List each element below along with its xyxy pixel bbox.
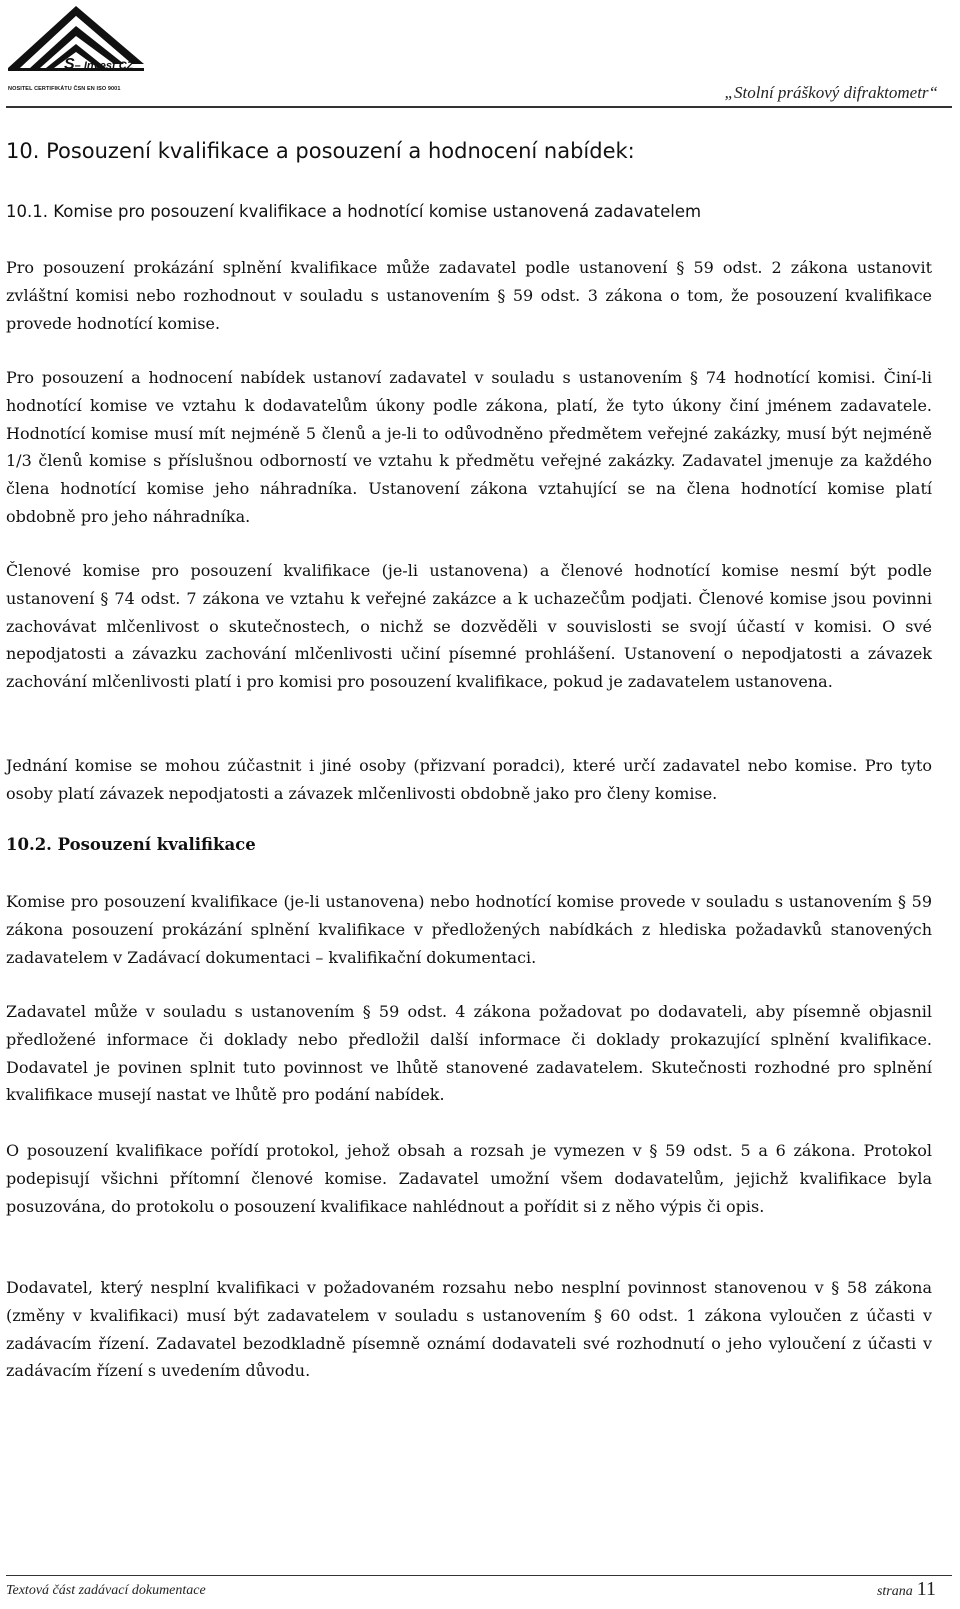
- paragraph-5: Komise pro posouzení kvalifikace (je-li ustanovena) nebo hodnotící komise provede v souladu s ustanovením § 59 zákona posouzení prokázání splnění kvalifikace v předložených nabídkách z hlediska požadavků stanovených zadavatelem v Zadávací dokumentaci – kvalifikační dokumentaci.: [6, 892, 932, 967]
- logo-brand: S– Invest CZ: [64, 56, 134, 73]
- paragraph-6: Zadavatel může v souladu s ustanovením § 59 odst. 4 zákona požadovat po dodavateli, aby písemně objasnil předložené informace či doklady nebo předložil další informace či doklady prokazující splnění kvalifikace. Dodavatel je povinen splnit tuto povinnost ve lhůtě stanovené zadavatelem. Skutečnosti rozhodné pro splnění kvalifikace musejí nastat ve lhůtě pro podání nabídek.: [6, 1002, 932, 1105]
- section-heading: 10. Posouzení kvalifikace a posouzení a hodnocení nabídek:: [6, 139, 635, 163]
- footer-document-name: Textová část zadávací dokumentace: [6, 1583, 206, 1598]
- header-divider: [6, 106, 952, 108]
- subsection-heading-10-1: 10.1. Komise pro posouzení kvalifikace a hodnotící komise ustanovená zadavatelem: [6, 202, 702, 221]
- paragraph-2: Pro posouzení a hodnocení nabídek ustanoví zadavatel v souladu s ustanovením § 74 hodnotící komisi. Činí-li hodnotící komise ve vztahu k dodavatelům úkony podle zákona, platí, že tyto úkony činí jménem zadavatele. Hodnotící komise musí mít nejméně 5 členů a je-li to odůvodněno předmětem veřejné zakázky, musí být nejméně 1/3 členů komise s příslušnou odborností ve vztahu k předmětu veřejné zakázky. Zadavatel jmenuje za každého člena hodnotící komise jeho náhradníka. Ustanovení zákona vztahující se na člena hodnotící komise platí obdobně pro jeho náhradníka.: [6, 368, 932, 526]
- subsection-heading-10-2: 10.2. Posouzení kvalifikace: [6, 835, 256, 854]
- paragraph-4: Jednání komise se mohou zúčastnit i jiné osoby (přizvaní poradci), které určí zadavatel nebo komise. Pro tyto osoby platí závazek nepodjatosti a závazek mlčenlivosti obdobně jako pro členy komise.: [6, 756, 932, 803]
- paragraph-8: Dodavatel, který nesplní kvalifikaci v požadovaném rozsahu nebo nesplní povinnost stanovenou v § 58 zákona (změny v kvalifikaci) musí být zadavatelem v souladu s ustanovením § 60 odst. 1 zákona vyloučen z účasti v zadávacím řízení. Zadavatel bezodkladně písemně oznámí dodavateli své rozhodnutí o jeho vyloučení z účasti v zadávacím řízení s uvedením důvodu.: [6, 1278, 932, 1381]
- footer-divider: [6, 1575, 952, 1576]
- company-logo: [6, 4, 146, 94]
- document-title: „Stolní práškový difraktometr“: [724, 83, 938, 102]
- paragraph-7: O posouzení kvalifikace pořídí protokol, jehož obsah a rozsah je vymezen v § 59 odst. 5 a 6 zákona. Protokol podepisují všichni přítomní členové komise. Zadavatel umožní všem dodavatelům, jejichž kvalifikace byla posuzována, do protokolu o posouzení kvalifikace nahlédnout a pořídit si z něho výpis či opis.: [6, 1141, 932, 1216]
- logo-certificate-text: NOSITEL CERTIFIKÁTU ČSN EN ISO 9001: [8, 86, 121, 92]
- paragraph-1: Pro posouzení prokázání splnění kvalifikace může zadavatel podle ustanovení § 59 odst. 2 zákona ustanovit zvláštní komisi nebo rozhodnout v souladu s ustanovením § 59 odst. 3 zákona o tom, že posouzení kvalifikace provede hodnotící komise.: [6, 258, 932, 333]
- paragraph-3: Členové komise pro posouzení kvalifikace (je-li ustanovena) a členové hodnotící komise nesmí být podle ustanovení § 74 odst. 7 zákona ve vztahu k veřejné zakázce a k uchazečům podjati. Členové komise jsou povinni zachovávat mlčenlivost o skutečnostech, o nichž se dozvěděli v souvislosti se svojí účastí v komisi. O své nepodjatosti a závazku zachování mlčenlivosti učiní písemné prohlášení. Ustanovení o nepodjatosti a závazek zachování mlčenlivosti platí i pro komisi pro posouzení kvalifikace, pokud je zadavatelem ustanovena.: [6, 561, 932, 692]
- page-number: strana 11: [876, 1578, 936, 1600]
